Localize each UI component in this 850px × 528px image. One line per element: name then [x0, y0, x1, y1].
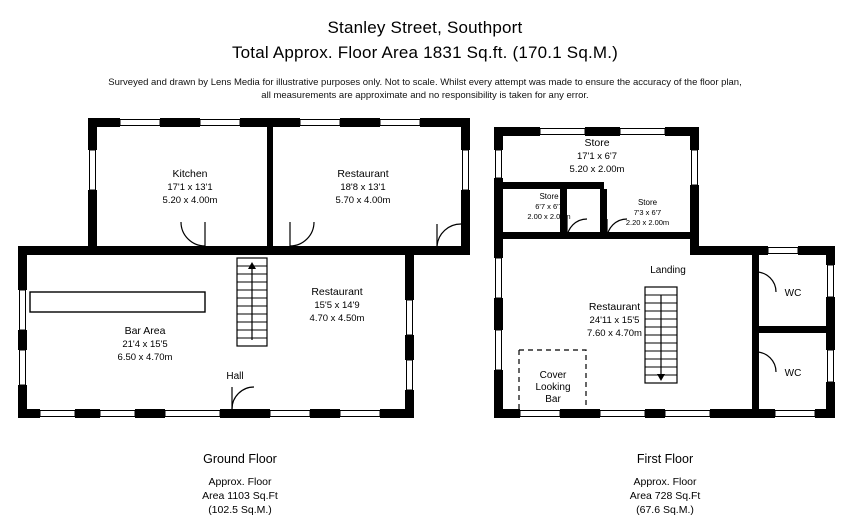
first-floor-area: Approx. Floor Area 728 Sq.Ft (67.6 Sq.M.) — [629, 476, 701, 516]
room-label-landing: Landing — [650, 265, 686, 276]
page-subtitle: Total Approx. Floor Area 1831 Sq.ft. (170.1 Sq.M.) — [231, 43, 619, 62]
room-label-store-right: Store 7'3 x 6'7 2.20 x 2.00m — [625, 198, 670, 227]
room-label-restaurant-first: Restaurant 24'11 x 15'5 7.60 x 4.70m — [587, 301, 642, 339]
disclaimer-line-1: Surveyed and drawn by Lens Media for illustrative purposes only. Not to scale. Whilst every attempt was made to ensure the accuracy of the floor plan, — [108, 77, 742, 88]
room-label-restaurant-lower: Restaurant 15'5 x 14'9 4.70 x 4.50m — [309, 286, 365, 324]
disclaimer-line-2: all measurements are approximate and no responsibility is taken for any error. — [261, 90, 589, 101]
ground-floor-area: Approx. Floor Area 1103 Sq.Ft (102.5 Sq.M.) — [202, 476, 278, 516]
room-label-store-top: Store 17'1 x 6'7 5.20 x 2.00m — [569, 137, 625, 175]
page-title: Stanley Street, Southport — [327, 18, 523, 37]
room-label-cover-looking-bar: Cover Looking Bar — [535, 370, 571, 405]
room-label-wc-top: WC — [784, 288, 802, 299]
room-label-bar-area: Bar Area 21'4 x 15'5 6.50 x 4.70m — [117, 325, 173, 363]
room-label-wc-bottom: WC — [784, 368, 802, 379]
room-label-store-left: Store 6'7 x 6'7 2.00 x 2.00m — [527, 192, 571, 221]
first-floor-caption: First Floor — [636, 452, 694, 466]
room-label-kitchen: Kitchen 17'1 x 13'1 5.20 x 4.00m — [162, 168, 218, 206]
ground-floor-caption: Ground Floor — [203, 452, 277, 466]
room-label-hall: Hall — [226, 371, 244, 382]
room-label-restaurant-upper: Restaurant 18'8 x 13'1 5.70 x 4.00m — [335, 168, 391, 206]
